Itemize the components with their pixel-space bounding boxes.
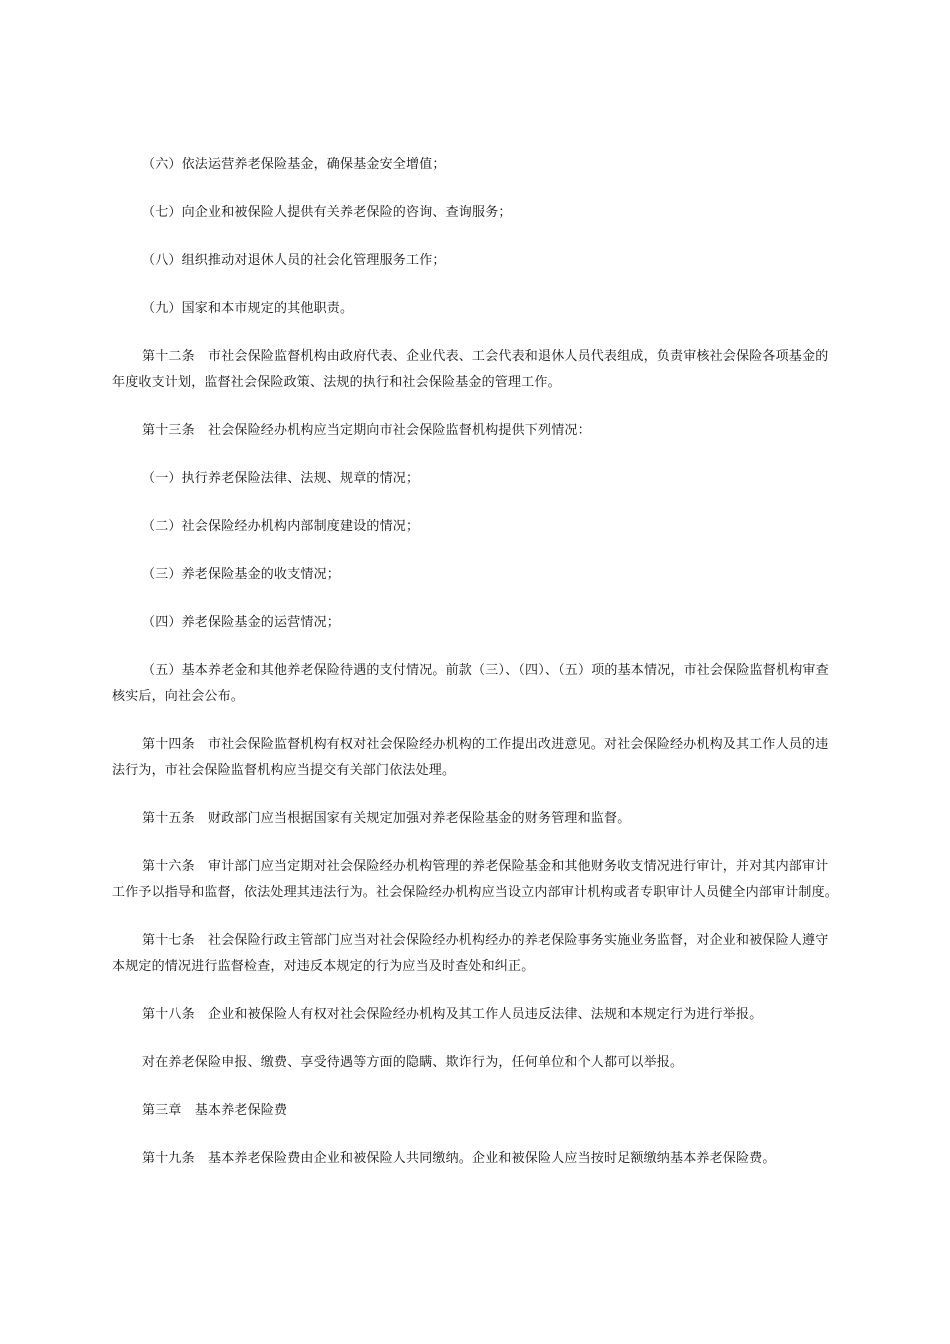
- paragraph-item-8: （八）组织推动对退休人员的社会化管理服务工作；: [142, 253, 446, 268]
- article-19: 第十九条 基本养老保险费由企业和被保险人共同缴纳。企业和被保险人应当按时足额缴纳基本养老保险费。: [142, 1151, 776, 1166]
- article-13-item-5: （五）基本养老金和其他养老保险待遇的支付情况。前款（三）、（四）、（五）项的基本情况，市社会保险监督机构审查核实后，向社会公布。: [112, 663, 829, 704]
- article-13: 第十三条 社会保险经办机构应当定期向市社会保险监督机构提供下列情况：: [142, 423, 591, 438]
- article-18-paragraph-2: 对在养老保险申报、缴费、享受待遇等方面的隐瞒、欺诈行为，任何单位和个人都可以举报。: [142, 1055, 684, 1070]
- paragraph-item-7: （七）向企业和被保险人提供有关养老保险的咨询、查询服务；: [142, 205, 512, 220]
- article-13-item-2: （二）社会保险经办机构内部制度建设的情况；: [142, 519, 420, 534]
- paragraph-item-6: （六）依法运营养老保险基金，确保基金安全增值；: [142, 157, 446, 172]
- paragraph-item-9: （九）国家和本市规定的其他职责。: [142, 301, 354, 316]
- article-13-item-3: （三）养老保险基金的收支情况；: [142, 567, 341, 582]
- article-15: 第十五条 财政部门应当根据国家有关规定加强对养老保险基金的财务管理和监督。: [142, 811, 631, 826]
- article-13-item-4: （四）养老保险基金的运营情况；: [142, 615, 341, 630]
- chapter-3-heading: 第三章 基本养老保险费: [142, 1103, 288, 1118]
- article-17: 第十七条 社会保险行政主管部门应当对社会保险经办机构经办的养老保险事务实施业务监督，对企业和被保险人遵守本规定的情况进行监督检查，对违反本规定的行为应当及时查处和纠正。: [112, 933, 829, 974]
- article-12: 第十二条 市社会保险监督机构由政府代表、企业代表、工会代表和退休人员代表组成，负责审核社会保险各项基金的年度收支计划，监督社会保险政策、法规的执行和社会保险基金的管理工作。: [112, 349, 829, 390]
- article-18: 第十八条 企业和被保险人有权对社会保险经办机构及其工作人员违反法律、法规和本规定行为进行举报。: [142, 1007, 763, 1022]
- article-14: 第十四条 市社会保险监督机构有权对社会保险经办机构的工作提出改进意见。对社会保险经办机构及其工作人员的违法行为，市社会保险监督机构应当提交有关部门依法处理。: [112, 737, 829, 778]
- document-page: [112, 152, 838, 1172]
- article-13-item-1: （一）执行养老保险法律、法规、规章的情况；: [142, 471, 420, 486]
- article-16: 第十六条 审计部门应当定期对社会保险经办机构管理的养老保险基金和其他财务收支情况进行审计，并对其内部审计工作予以指导和监督，依法处理其违法行为。社会保险经办机构应当设立内部审计机构或者专职审计人员健全内部审计制度。: [112, 859, 839, 900]
